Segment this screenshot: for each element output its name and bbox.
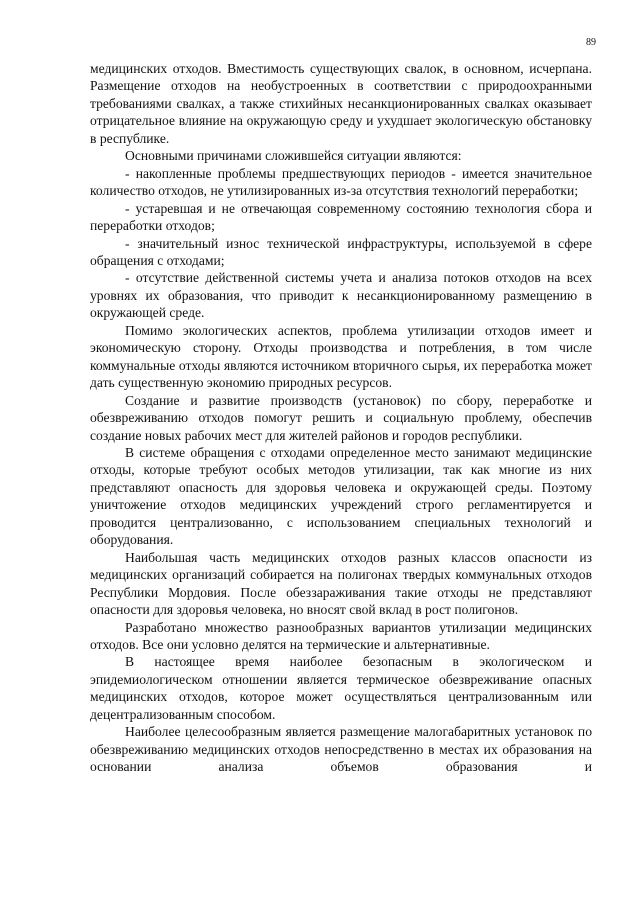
document-body [90, 60, 592, 776]
page-number: 89 [586, 37, 596, 48]
paragraph: Наибольшая часть медицинских отходов разных классов опасности из медицинских организаций собирается на полигонах твердых коммунальных отходов Республики Мордовия. После обеззараживания такие отходы не представляют опасности для здоровья человека, но вносят свой вклад в рост полигонов. [90, 549, 592, 618]
list-item: - отсутствие действенной системы учета и анализа потоков отходов на всех уровнях их образования, что приводит к несанкционированному размещению в окружающей среде. [90, 270, 592, 321]
paragraph: В настоящее время наиболее безопасным в экологическом и эпидемиологическом отношении является термическое обезвреживание опасных медицинских отходов, которое может осуществляться централизованным или децентрализованным способом. [90, 654, 592, 722]
paragraph: медицинских отходов. Вместимость существующих свалок, в основном, исчерпана. Размещение отходов на необустроенных в соответствии с природоохранными требованиями свалках, а также стихийных несанкционированных свалках оказывает отрицательное влияние на окружающую среду и ухудшает экологическую обстановку в республике. [90, 61, 592, 146]
paragraph: Наиболее целесообразным является размещение малогабаритных установок по обезвреживанию медицинских отходов непосредственно в местах их образования на основании анализа объемов образования и [90, 724, 592, 775]
list-item: - устаревшая и не отвечающая современному состоянию технология сбора и переработки отходов; [90, 200, 592, 234]
paragraph: Основными причинами сложившейся ситуации являются: [125, 148, 462, 164]
paragraph: В системе обращения с отходами определенное место занимают медицинские отходы, которые требуют особых методов утилизации, так как многие из них представляют опасность для здоровья человека и окружающей среды. Поэтому уничтожение отходов медицинских учреждений строго регламентируется и проводится централизованно, с использованием специальных технологий и оборудования. [90, 444, 592, 548]
paragraph: Создание и развитие производств (установок) по сбору, переработке и обезвреживанию отходов помогут решить и социальную проблему, обеспечив создание новых рабочих мест для жителей районов и городов республики. [90, 392, 592, 443]
paragraph: Разработано множество разнообразных вариантов утилизации медицинских отходов. Все они условно делятся на термические и альтернативные. [90, 619, 592, 652]
list-item: - накопленные проблемы предшествующих периодов - имеется значительное количество отходов, не утилизированных из-за отсутствия технологий переработки; [90, 165, 592, 199]
list-item: - значительный износ технической инфраструктуры, используемой в сфере обращения с отходами; [90, 235, 592, 268]
paragraph: Помимо экологических аспектов, проблема утилизации отходов имеет и экономическую сторону. Отходы производства и потребления, в том числе коммунальные отходы являются источником вторичного сырья, их переработка может дать существенную экономию природных ресурсов. [90, 322, 592, 391]
